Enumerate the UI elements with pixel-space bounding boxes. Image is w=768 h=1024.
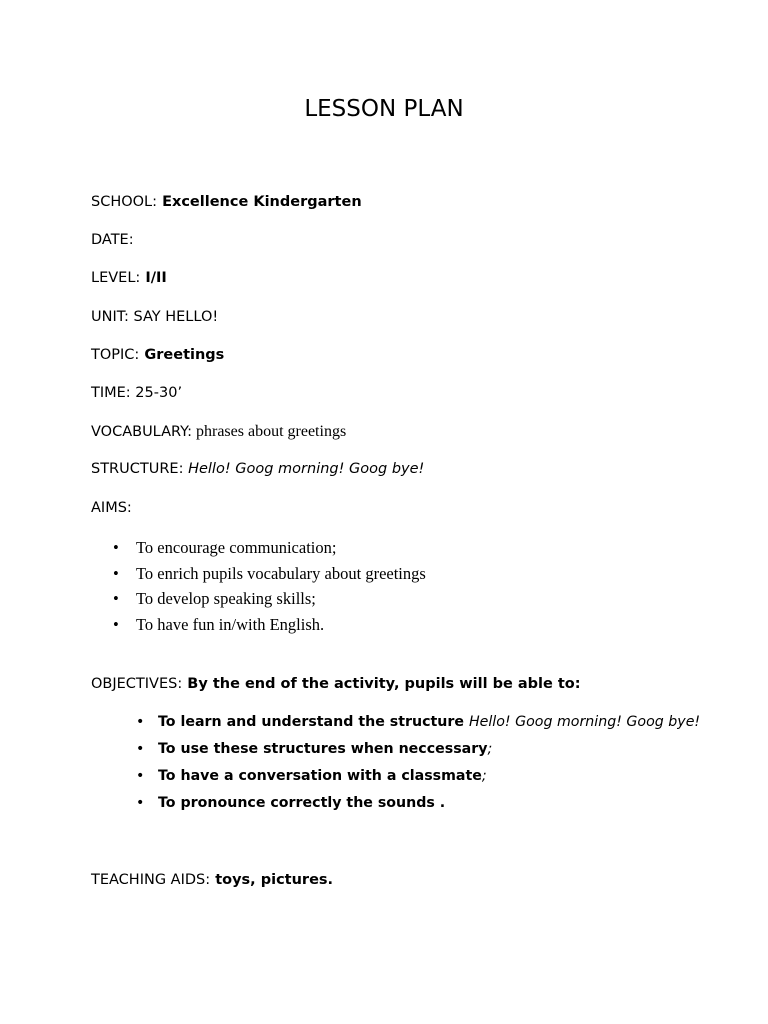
- aims-field: [91, 500, 132, 516]
- time-value: 25-30’: [130, 385, 183, 401]
- school-field: [91, 194, 362, 210]
- bullet-icon: •: [136, 795, 145, 811]
- bullet-icon: •: [136, 768, 145, 784]
- time-field: [91, 385, 182, 401]
- structure-value: Hello! Goog morning! Goog bye!: [183, 461, 425, 477]
- structure-label: STRUCTURE:: [91, 461, 184, 477]
- list-item: [136, 795, 700, 822]
- bullet-icon: •: [113, 589, 119, 608]
- aim-text: To enrich pupils vocabulary about greetings: [136, 563, 426, 583]
- school-label: SCHOOL:: [91, 194, 158, 210]
- teaching-aids-value: toys, pictures.: [210, 872, 334, 888]
- objective-italic-text: Hello! Goog morning! Goog bye!: [468, 714, 701, 730]
- objective-text: To have a conversation with a classmate: [158, 768, 482, 784]
- aim-text: To have fun in/with English.: [136, 614, 325, 634]
- vocabulary-field: [91, 423, 346, 441]
- bullet-icon: •: [113, 614, 119, 634]
- list-item: [136, 741, 700, 768]
- objective-text: To use these structures when neccessary: [158, 741, 488, 757]
- teaching-aids-field: [91, 872, 333, 888]
- time-label: TIME:: [91, 385, 131, 401]
- aims-label: AIMS:: [91, 500, 132, 516]
- objective-text: To learn and understand the structure: [158, 714, 469, 730]
- structure-field: [91, 461, 424, 477]
- topic-value: Greetings: [139, 347, 225, 363]
- bullet-icon: •: [113, 538, 119, 557]
- level-field: [91, 270, 167, 286]
- aims-list: [113, 538, 426, 640]
- school-value: Excellence Kindergarten: [157, 194, 362, 210]
- aim-text: To encourage communication;: [136, 538, 337, 557]
- objective-italic-text: ;: [487, 741, 493, 757]
- level-value: I/II: [140, 270, 167, 286]
- bullet-icon: •: [136, 714, 145, 730]
- unit-field: [91, 309, 218, 325]
- objective-text: To pronounce correctly the sounds .: [158, 795, 446, 811]
- vocabulary-value: phrases about greetings: [191, 423, 347, 440]
- vocabulary-label: VOCABULARY:: [91, 424, 192, 440]
- list-item: [113, 615, 426, 641]
- objectives-label: OBJECTIVES:: [91, 676, 183, 692]
- aim-text: To develop speaking skills;: [136, 589, 316, 608]
- objectives-field: [91, 676, 581, 692]
- list-item: [136, 714, 700, 741]
- bullet-icon: •: [113, 563, 119, 583]
- objectives-list: [136, 714, 700, 822]
- bullet-icon: •: [136, 741, 145, 757]
- list-item: [136, 768, 700, 795]
- objective-italic-text: ;: [481, 768, 487, 784]
- teaching-aids-label: TEACHING AIDS:: [91, 872, 211, 888]
- date-field: [91, 232, 134, 248]
- unit-value: SAY HELLO!: [128, 309, 219, 325]
- topic-field: [91, 347, 224, 363]
- topic-label: TOPIC:: [91, 347, 140, 363]
- list-item: [113, 564, 426, 590]
- date-label: DATE:: [91, 232, 134, 248]
- level-label: LEVEL:: [91, 270, 141, 286]
- page-title: LESSON PLAN: [304, 96, 464, 122]
- list-item: [113, 538, 426, 564]
- objectives-value: By the end of the activity, pupils will be able to:: [182, 676, 581, 692]
- list-item: [113, 589, 426, 615]
- unit-label: UNIT:: [91, 309, 129, 325]
